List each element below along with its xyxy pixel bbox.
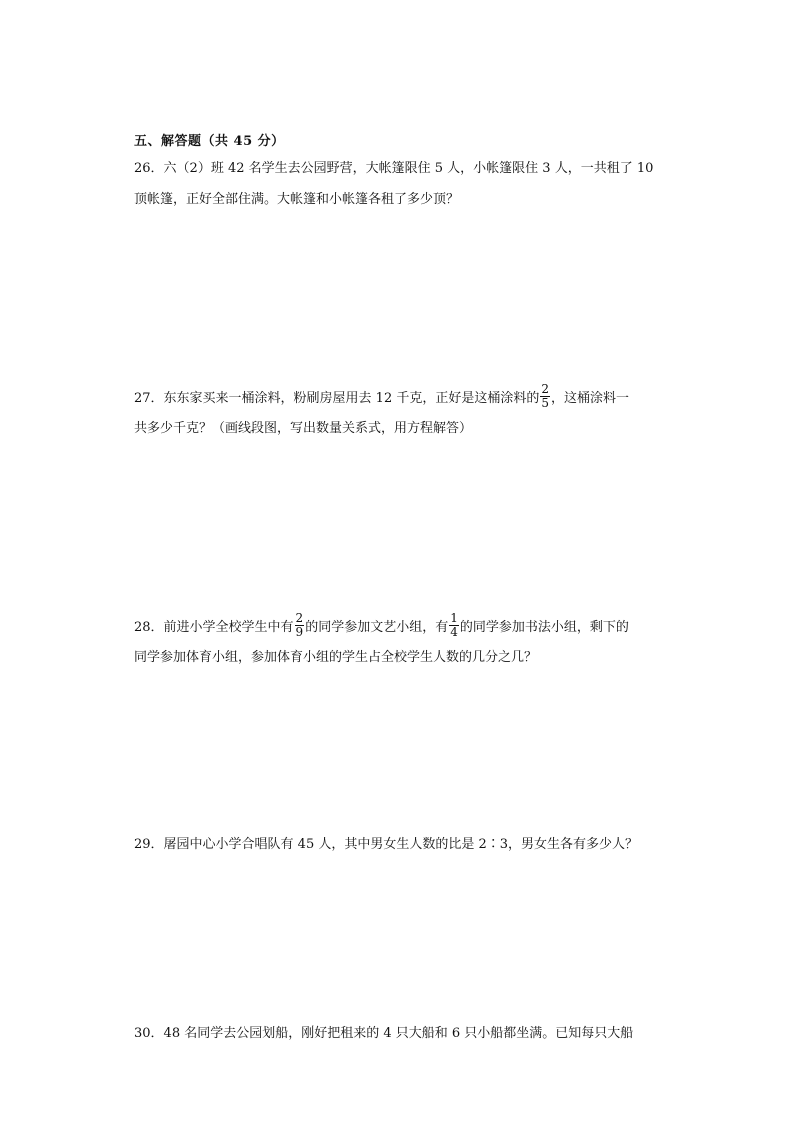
- q28-text-part2: 的同学参加文艺小组，有: [305, 620, 449, 635]
- q28-line-1: [134, 611, 629, 641]
- q28-text-part1: 28．前进小学全校学生中有: [134, 620, 294, 635]
- fraction-one-quarter: [449, 612, 459, 639]
- q28-text-part3: 的同学参加书法小组，剩下的: [459, 620, 629, 635]
- fraction-denominator: 4: [450, 625, 458, 639]
- fraction-denominator: 5: [541, 396, 549, 410]
- fraction-two-fifths: [540, 383, 550, 410]
- q27-line-1: [134, 382, 630, 412]
- fraction-numerator: 1: [450, 611, 458, 625]
- q27-text-after: ，这桶涂料一: [551, 391, 630, 406]
- q27-line-2: 共多少千克？（画线段图，写出数量关系式，用方程解答）: [134, 421, 473, 436]
- q30-line-1: 30．48 名同学去公园划船，刚好把租来的 4 只大船和 6 只小船都坐满。已知每只大船: [134, 1026, 634, 1041]
- section-title: 五、解答题（共 45 分）: [134, 134, 285, 149]
- q29-line-1: 29．屠园中心小学合唱队有 45 人，其中男女生人数的比是 2∶3，男女生各有多少人？: [134, 837, 639, 852]
- q26-line-2: 顶帐篷，正好全部住满。大帐篷和小帐篷各租了多少顶？: [134, 192, 460, 207]
- q28-line-2: 同学参加体育小组，参加体育小组的学生占全校学生人数的几分之几？: [134, 650, 538, 665]
- q26-line-1: 26．六（2）班 42 名学生去公园野营，大帐篷限住 5 人，小帐篷限住 3 人，一共租了 10: [134, 161, 654, 176]
- fraction-numerator: 2: [295, 611, 304, 625]
- q27-text-before: 27．东东家买来一桶涂料，粉刷房屋用去 12 千克，正好是这桶涂料的: [134, 391, 540, 406]
- fraction-numerator: 2: [541, 382, 549, 396]
- fraction-denominator: 9: [295, 625, 304, 639]
- fraction-two-ninths: [295, 612, 305, 639]
